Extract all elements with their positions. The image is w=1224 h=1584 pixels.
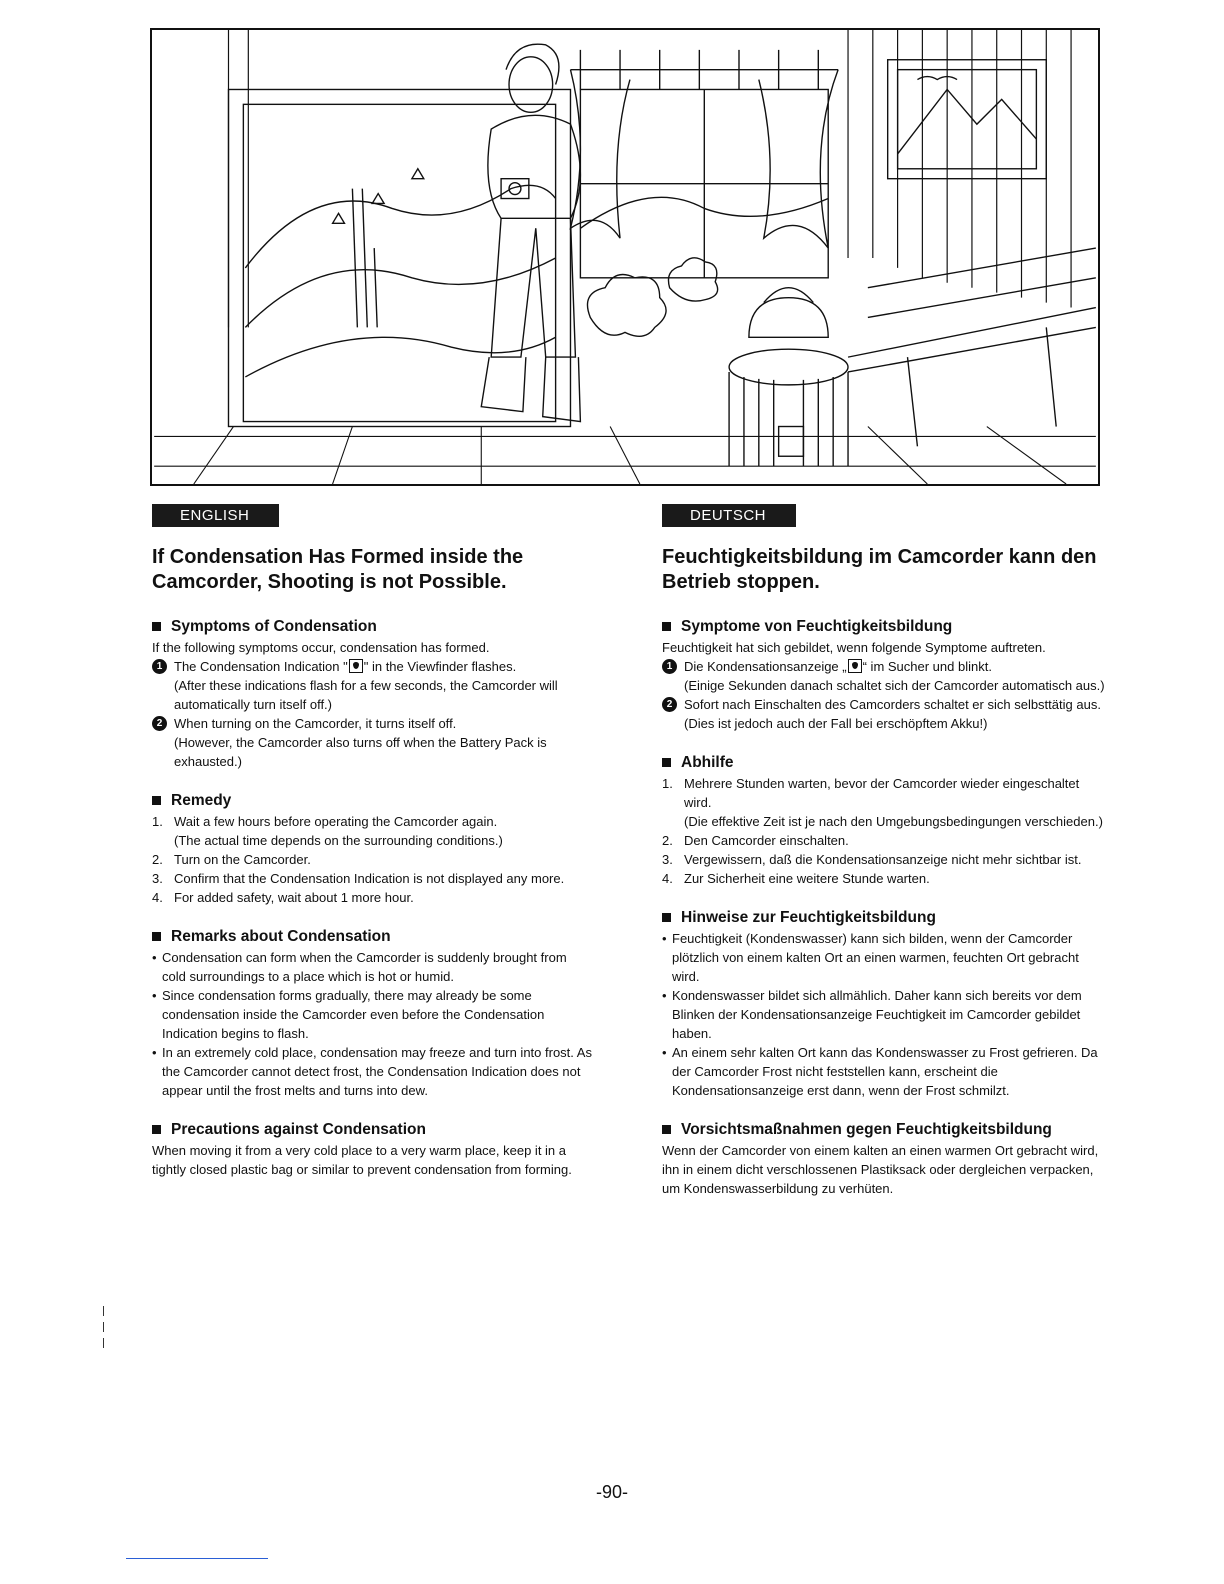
square-bullet-icon: [152, 796, 161, 805]
section-heading: Precautions against Condensation: [152, 1120, 592, 1139]
remark-item: • Condensation can form when the Camcorder is suddenly brought from cold surroundings to a place which is hot or humid.: [152, 950, 567, 984]
symptom-item-1: 1 The Condensation Indication " " in the Viewfinder flashes.: [152, 657, 592, 676]
precautions-section: [152, 1120, 592, 1179]
footer-rule: [126, 1558, 268, 1559]
symptoms-section-de: [662, 617, 1107, 733]
page-title-english: If Condensation Has Formed inside the Camcorder, Shooting is not Possible.: [152, 546, 524, 593]
circled-number-icon: 1: [152, 659, 167, 674]
english-column: [152, 504, 592, 1195]
section-heading: Symptome von Feuchtigkeitsbildung: [662, 617, 1107, 636]
remark-item: • Kondenswasser bildet sich allmählich. Daher kann sich bereits vor dem Blinken der Kondensationsanzeige Feuchtigkeit im Camcorder gebildet haben.: [662, 988, 1082, 1041]
remedy-step: 2. Den Camcorder einschalten.: [662, 833, 849, 848]
remark-item: • Since condensation forms gradually, there may already be some condensation inside the Camcorder even before the Condensation Indication begins to flash.: [152, 988, 545, 1041]
symptom-item-2-note: (However, the Camcorder also turns off when the Battery Pack is exhausted.): [174, 735, 547, 769]
remedy-step: 1. Mehrere Stunden warten, bevor der Camcorder wieder eingeschaltet wird.: [662, 776, 1080, 810]
woman-figure: [481, 44, 580, 421]
remedy-step: 4. Zur Sicherheit eine weitere Stunde warten.: [662, 871, 930, 886]
symptoms-section: [152, 617, 592, 771]
precautions-section-de: [662, 1120, 1107, 1198]
symptom-item-1-note-de: (Einige Sekunden danach schaltet sich der Camcorder automatisch aus.): [684, 678, 1105, 693]
section-heading: Vorsichtsmaßnahmen gegen Feuchtigkeitsbildung: [662, 1120, 1107, 1139]
kettle-stove: [729, 288, 848, 466]
circled-number-icon: 1: [662, 659, 677, 674]
remark-item: • Feuchtigkeit (Kondenswasser) kann sich bilden, wenn der Camcorder plötzlich von einem kalten Ort an einen warmen, feuchten Ort gebracht wird.: [662, 931, 1079, 984]
edge-mark: [103, 1306, 104, 1352]
language-label-english: ENGLISH: [152, 504, 279, 527]
symptoms-intro-de: Feuchtigkeit hat sich gebildet, wenn folgende Symptome auftreten.: [662, 640, 1046, 655]
square-bullet-icon: [662, 758, 671, 767]
remedy-step: 3. Vergewissern, daß die Kondensationsanzeige nicht mehr sichtbar ist.: [662, 852, 1082, 867]
remark-item: • In an extremely cold place, condensation may freeze and turn into frost. As the Camcorder cannot detect frost, the Condensation Indication does not appear until the frost melts and turns into dew.: [152, 1045, 592, 1098]
remedy-step-note: (The actual time depends on the surrounding conditions.): [174, 833, 503, 848]
section-heading: Remarks about Condensation: [152, 927, 592, 946]
square-bullet-icon: [662, 622, 671, 631]
square-bullet-icon: [152, 1125, 161, 1134]
door-frame: [228, 89, 570, 426]
symptom-item-2-note-de: (Dies ist jedoch auch der Fall bei erschöpftem Akku!): [684, 716, 988, 731]
symptom-item-1-note: (After these indications flash for a few seconds, the Camcorder will automatically turn itself off.): [174, 678, 558, 712]
remarks-section-de: [662, 908, 1107, 1100]
remedy-section: [152, 791, 592, 907]
symptom-item-2: 2 When turning on the Camcorder, it turns itself off.: [152, 714, 592, 733]
page-title-german: Feuchtigkeitsbildung im Camcorder kann den Betrieb stoppen.: [662, 546, 1097, 593]
page-number: -90-: [595, 1482, 628, 1502]
remedy-section-de: [662, 753, 1107, 888]
ski-lodge-illustration: [152, 30, 1098, 484]
remedy-step-note: (Die effektive Zeit ist je nach den Umgebungsbedingungen verschieden.): [684, 814, 1103, 829]
remarks-section: [152, 927, 592, 1100]
remark-item: • An einem sehr kalten Ort kann das Kondenswasser zu Frost gefrieren. Da der Camcorder Frost nicht feststellen kann, erscheint die Kondensationsanzeige erst dann, wenn der Frost schmilzt.: [662, 1045, 1098, 1098]
square-bullet-icon: [662, 913, 671, 922]
remedy-step: 4. For added safety, wait about 1 more hour.: [152, 890, 414, 905]
symptoms-intro: If the following symptoms occur, condensation has formed.: [152, 640, 490, 655]
square-bullet-icon: [662, 1125, 671, 1134]
circled-number-icon: 2: [152, 716, 167, 731]
condensation-indicator-icon: [848, 659, 862, 673]
steam-clouds: [587, 258, 717, 336]
language-label-german: DEUTSCH: [662, 504, 796, 527]
precautions-text-de: Wenn der Camcorder von einem kalten an einen warmen Ort gebracht wird, ihn in einem dicht verschlossenen Plastiksack oder dergleichen verpacken, um Kondenswasserbildung zu verhüten.: [662, 1143, 1099, 1196]
remedy-step: 3. Confirm that the Condensation Indication is not displayed any more.: [152, 871, 565, 886]
skis: [352, 189, 377, 328]
section-heading: Abhilfe: [662, 753, 1107, 772]
snowy-hills: [245, 169, 555, 377]
symptom-item-2-de: 2 Sofort nach Einschalten des Camcorders schaltet er sich selbsttätig aus.: [662, 695, 1107, 714]
remedy-step: 1. Wait a few hours before operating the Camcorder again.: [152, 814, 498, 829]
symptom-item-1-de: 1 Die Kondensationsanzeige „ “ im Sucher und blinkt.: [662, 657, 1107, 676]
section-heading: Hinweise zur Feuchtigkeitsbildung: [662, 908, 1107, 927]
floor-tiles: [154, 427, 1096, 484]
square-bullet-icon: [152, 932, 161, 941]
illustration-frame: [150, 28, 1100, 486]
window: [580, 89, 828, 277]
mountain-picture: [888, 60, 1047, 179]
remedy-step: 2. Turn on the Camcorder.: [152, 852, 311, 867]
german-column: [662, 504, 1107, 1214]
circled-number-icon: 2: [662, 697, 677, 712]
precautions-text: When moving it from a very cold place to a very warm place, keep it in a tightly closed plastic bag or similar to prevent condensation from forming.: [152, 1143, 572, 1177]
section-heading: Remedy: [152, 791, 592, 810]
square-bullet-icon: [152, 622, 161, 631]
section-heading: Symptoms of Condensation: [152, 617, 592, 636]
condensation-indicator-icon: [349, 659, 363, 673]
